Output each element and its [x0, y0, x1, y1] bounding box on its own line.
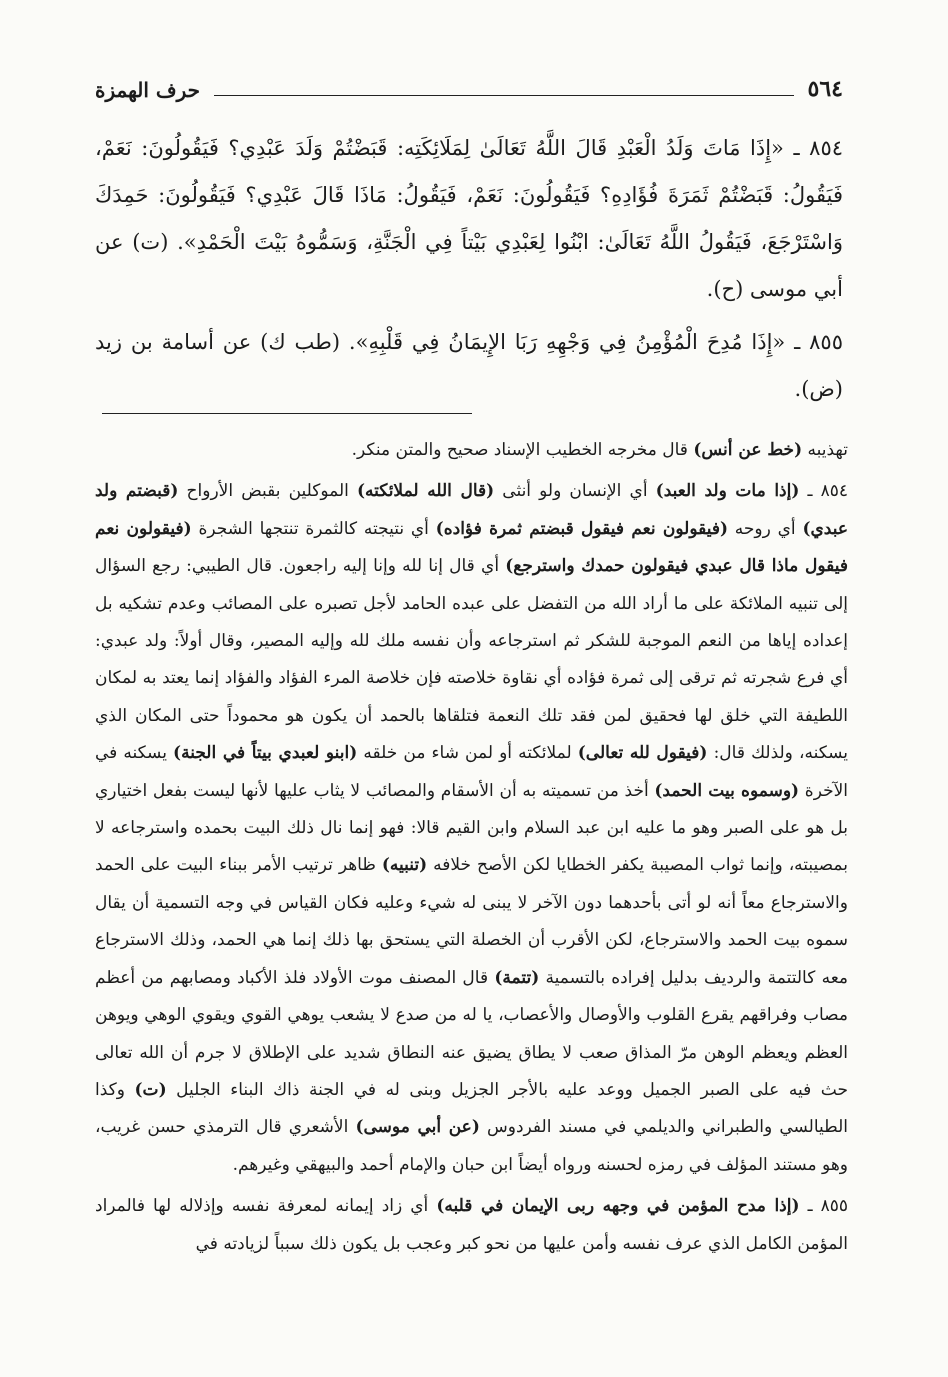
hadith-source: (ت) عن أبي موسى (ح). — [95, 230, 843, 301]
page-number: ٥٦٤ — [807, 76, 843, 102]
commentary-number: ٨٥٤ ـ — [799, 481, 849, 502]
commentary-855 — [95, 1188, 848, 1263]
text-run: أخذ من تسميته به أن الأسقام والمصائب لا يثاب عليها لأنها ليست بفعل اختياري بل هو على الصبر وهو ما عليه ابن عبد السلام وابن القيم قالا: فهو إنما نال ذلك البيت بحمده واسترجاعه لا بمصيبته، وإنما ثواب المصيبة يكفر الخطايا لكن الأصح خلافه — [95, 780, 848, 876]
bold-run: (ت) — [134, 1079, 167, 1100]
text-run: وكذا الطيالسي والطبراني والديلمي في مسند الفردوس — [95, 1079, 848, 1138]
text-run: أي الإنسان ولو أنثى — [494, 481, 656, 502]
text-run: لملائكته أو لمن شاء من خلقه — [357, 743, 578, 764]
bold-run: (قبضتم ولد عبدي) — [95, 481, 848, 539]
bold-run: (عن أبي موسى) — [355, 1117, 480, 1138]
text-run: الموكلين بقبض الأرواح — [178, 481, 358, 502]
bold-run: (إذا مدح المؤمن في وجهه ربى الإيمان في قلبه) — [436, 1196, 800, 1217]
hadith-854 — [95, 125, 843, 313]
bold-run: (إذا مات ولد العبد) — [655, 481, 800, 502]
bold-run: (ابنو لعبدي بيتاً في الجنة) — [173, 743, 358, 764]
bold-run: (تتمة) — [494, 967, 540, 988]
bold-run: (خط عن أنس) — [693, 440, 803, 460]
bold-run: (فيقولون نعم فيقول قبضتم ثمرة فؤاده) — [435, 518, 728, 539]
text-run: قال المصنف موت الأولاد فلذ الأكباد ومصابهم من أعظم مصاب وفراقهم يقرع القلوب والأوصال والأعصاب، يا له من صدع لا يشعب يوهي القوي ويقوي الوهي ويوهن العظم ويعظم الوهن مرّ المذاق صعب لا يطاق يضيق عنه النطاق شديد على الإطلاق لا جرم أن الله تعالى حث فيه على الصبر الجميل ووعد عليه بالأجر الجزيل وبنى له في الجنة ذاك البناء الجليل — [95, 967, 848, 1100]
hadith-text-block — [95, 125, 843, 419]
header-rule — [214, 95, 794, 96]
commentary-854 — [95, 473, 848, 1184]
bold-run: (فيقولون نعم فيقول ماذا قال عبدي فيقولون حمدك واسترجع) — [95, 518, 849, 577]
hadith-number: ٨٥٥ ـ — [794, 330, 843, 354]
commentary-intro — [95, 432, 848, 469]
hadith-body: «إِذَا مَاتَ وَلَدُ الْعَبْدِ قَالَ اللَّهُ تَعَالَىٰ لِمَلَائِكَتِه: قَبَضْتُمْ وَلَدَ عَبْدِي؟ فَيَقُولُونَ: نَعَمْ، فَيَقُولُ: قَبَضْتُمْ ثَمَرَةَ فُؤَادِهِ؟ فَيَقُولُونَ: نَعَمْ، فَيَقُولُ: مَاذَا قَالَ عَبْدِي؟ فَيَقُولُونَ: حَمِدَكَ وَاسْتَرْجَعَ، فَيَقُولُ اللَّهُ تَعَالَىٰ: ابْنُوا لِعَبْدِي بَيْتاً فِي الْجَنَّةِ، وَسَمُّوهُ بَيْتَ الْحَمْدِ». — [95, 136, 843, 254]
hadith-body: «إِذَا مُدِحَ الْمُؤْمِنُ فِي وَجْهِهِ رَبَا الإِيمَانُ فِي قَلْبِهِ». — [348, 330, 786, 354]
commentary-block — [95, 432, 848, 1267]
text-run: يسكنه في الآخرة — [95, 743, 849, 801]
bold-run: (تنبيه) — [381, 855, 428, 876]
commentary-number: ٨٥٥ ـ — [799, 1196, 848, 1217]
text-run: أي نتيجته كالثمرة تنتجها الشجرة — [191, 518, 436, 539]
hadith-source: (طب ك) عن أسامة بن زيد (ض). — [95, 330, 843, 401]
text-run: ظاهر ترتيب الأمر ببناء البيت على الحمد والاسترجاع معاً أنه لو أتى بأحدهما دون الآخر لا يبنى له شيء وعليه فكان القياس في وجه التسمية أن يقال سموه بيت الحمد والاسترجاع، لكن الأقرب أن الخصلة التي يستحق بها ذلك إنما هي الحمد، وذلك الاسترجاع معه كالتتمة والرديف بدليل إفراده بالتسمية — [95, 855, 849, 988]
text-run: تهذيبه — [802, 440, 848, 460]
bold-run: (وسموه بيت الحمد) — [654, 780, 800, 801]
hadith-number: ٨٥٤ ـ — [793, 136, 844, 160]
text-run: الأشعري قال الترمذي حسن غريب، وهو مستند المؤلف في رمزه لحسنه ورواه أيضاً ابن حبان والإمام أحمد والبيهقي وغيرهم. — [95, 1117, 848, 1175]
footnote-divider — [102, 413, 472, 414]
hadith-855 — [95, 319, 843, 413]
text-run: أي زاد إيمانه لمعرفة نفسه وإذلاله لها فالمراد المؤمن الكامل الذي عرف نفسه وأمن عليها من نحو كبر وعجب بل يكون ذلك سبباً لزيادته في — [95, 1196, 848, 1254]
text-run: أي قال إنا لله وإنا إليه راجعون. قال الطيبي: رجع السؤال إلى تنبيه الملائكة على ما أراد الله من التفضل على عبده الحامد لأجل تصبره على المصائب وعدم تشكيه بل إعداده إياها من النعم الموجبة للشكر ثم استرجاعه وأن نفسه ملك لله وإليه المصير، وقال أولاً: ولد عبدي: أي فرع شجرته ثم ترقى إلى ثمرة فؤاده أي نقاوة خلاصته فإن خلاصة المرء الفؤاد والفؤاد إنما يعتد به لمكان اللطيفة التي خلق لها فحقيق لمن فقد تلك النعمة فتلقاها بالحمد أن يكون هو محموداً حتى المكان الذي يسكنه، ولذلك قال: — [95, 556, 849, 764]
text-run: أي روحه — [728, 518, 803, 539]
text-run: قال مخرجه الخطيب الإسناد صحيح والمتن منكر. — [351, 440, 694, 460]
bold-run: (فيقول لله تعالى) — [577, 743, 708, 764]
section-title: حرف الهمزة — [95, 78, 201, 102]
running-header — [95, 60, 843, 102]
bold-run: (قال الله لملائكته) — [357, 481, 495, 502]
